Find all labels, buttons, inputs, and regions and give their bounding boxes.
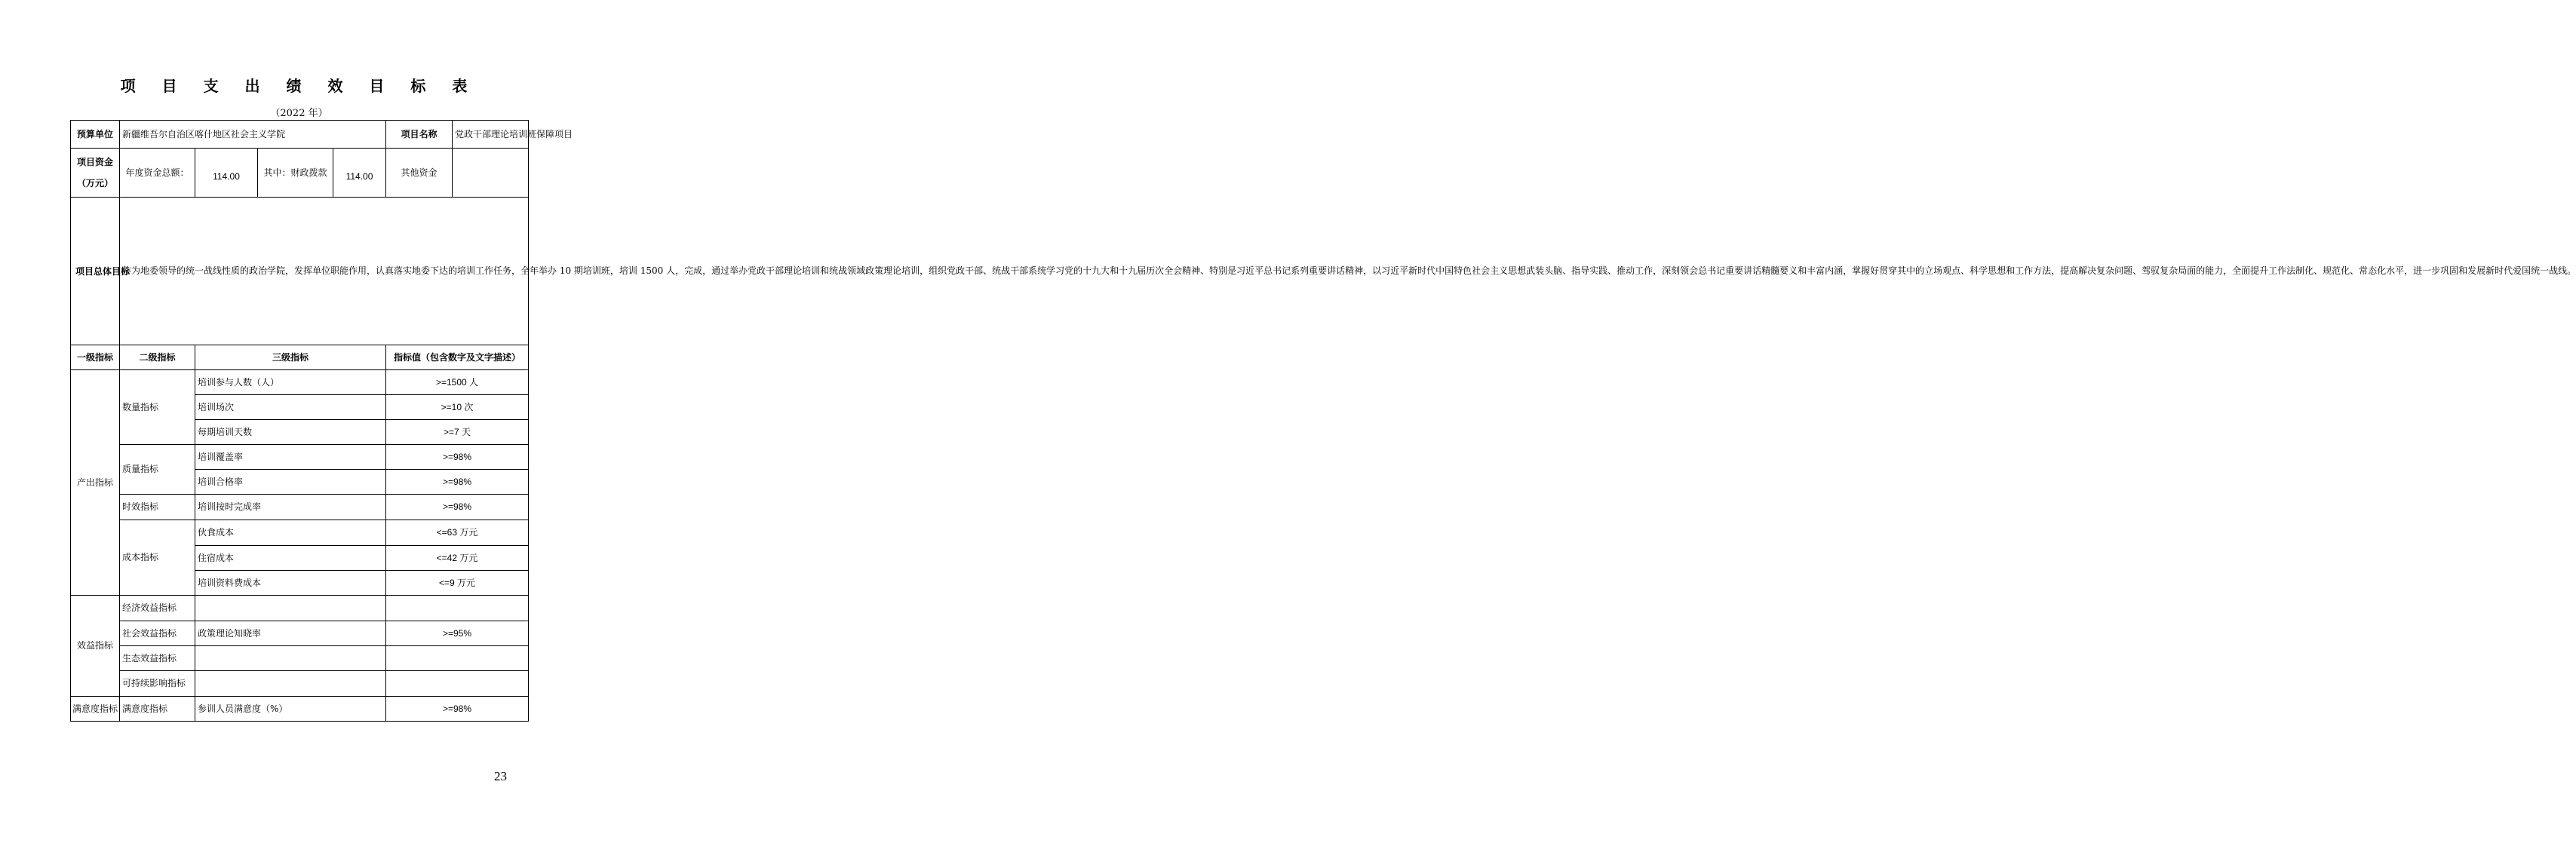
funds-row xyxy=(71,149,529,198)
quantity-indicator-label: 数量指标 xyxy=(120,370,195,445)
level3-name xyxy=(195,596,386,621)
indicator-value: >=1500 人 xyxy=(386,370,529,395)
fiscal-allocation-label: 其中：财政拨款 xyxy=(258,149,333,198)
output-indicator-label: 产出指标 xyxy=(71,370,120,596)
indicator-value xyxy=(386,671,529,697)
level3-name: 培训按时完成率 xyxy=(195,495,386,520)
benefit-indicator-label: 效益指标 xyxy=(71,596,120,697)
satisfaction-indicator-label: 满意度指标 xyxy=(71,697,120,722)
satisfaction-level2: 满意度指标 xyxy=(120,697,195,722)
indicator-header-row xyxy=(71,345,529,370)
header-info-row xyxy=(71,121,529,149)
table-row xyxy=(71,596,529,621)
level3-name: 参训人员满意度（%） xyxy=(195,697,386,722)
benefit-level2: 可持续影响指标 xyxy=(120,671,195,697)
level3-name xyxy=(195,671,386,697)
indicator-value: <=63 万元 xyxy=(386,520,529,546)
overall-goal-text: 作为地委领导的统一战线性质的政治学院，发挥单位职能作用，认真落实地委下达的培训工作任务，全年举办 10 期培训班，培训 1500 人，完成，通过举办党政干部理论培训和统战领域政策理论培训，组织党政干部、统战干部系统学习党的十九大和十九届历次全会精神、特别是习近平总书记系列重要讲话精神，以习近平新时代中国特色社会主义思想武装头脑、指导实践、推动工作，深刻领会总书记重要讲话精髓要义和丰富内涵，掌握好贯穿其中的立场观点、科学思想和工作方法，提高解决复杂问题、驾驭复杂局面的能力，全面提升工作法制化、规范化、常态化水平，进一步巩固和发展新时代爱国统一战线。 xyxy=(120,198,529,345)
fiscal-allocation-value: 114.00 xyxy=(333,149,386,198)
year-subtitle: （2022 年） xyxy=(270,108,328,119)
overall-goal-label: 项目总体目标 xyxy=(71,198,120,345)
indicator-value: >=98% xyxy=(386,470,529,495)
cost-indicator-label: 成本指标 xyxy=(120,520,195,596)
indicator-value: >=10 次 xyxy=(386,395,529,420)
table-row xyxy=(71,495,529,520)
funds-label-line2: （万元） xyxy=(76,178,113,189)
page-number: 23 xyxy=(494,769,507,783)
indicator-value: >=98% xyxy=(386,495,529,520)
table-row xyxy=(71,697,529,722)
level3-name: 培训合格率 xyxy=(195,470,386,495)
other-funds-value xyxy=(453,149,529,198)
timeliness-indicator-label: 时效指标 xyxy=(120,495,195,520)
level3-name: 培训资料费成本 xyxy=(195,571,386,596)
level3-name xyxy=(195,646,386,671)
value-header: 指标值（包含数字及文字描述） xyxy=(386,345,529,370)
page-title: 项 目 支 出 绩 效 目 标 表 xyxy=(120,77,478,95)
level3-name: 住宿成本 xyxy=(195,546,386,571)
level3-name: 培训场次 xyxy=(195,395,386,420)
indicator-value xyxy=(386,646,529,671)
table-row xyxy=(71,646,529,671)
budget-unit-value: 新疆维吾尔自治区喀什地区社会主义学院 xyxy=(120,121,386,149)
other-funds-label: 其他资金 xyxy=(386,149,453,198)
level3-name: 培训覆盖率 xyxy=(195,445,386,470)
level2-header: 二级指标 xyxy=(120,345,195,370)
indicator-value: >=7 天 xyxy=(386,420,529,445)
indicator-value: <=42 万元 xyxy=(386,546,529,571)
budget-unit-label: 预算单位 xyxy=(71,121,120,149)
level3-name: 政策理论知晓率 xyxy=(195,621,386,646)
table-row xyxy=(71,621,529,646)
level3-name: 培训参与人数（人） xyxy=(195,370,386,395)
annual-total-value: 114.00 xyxy=(195,149,258,198)
indicator-value: >=98% xyxy=(386,697,529,722)
overall-goal-row xyxy=(71,198,529,345)
indicator-value: >=95% xyxy=(386,621,529,646)
level1-header: 一级指标 xyxy=(71,345,120,370)
performance-target-table xyxy=(70,120,2576,722)
level3-name: 伙食成本 xyxy=(195,520,386,546)
funds-label-line1: 项目资金 xyxy=(76,157,113,167)
indicator-value: <=9 万元 xyxy=(386,571,529,596)
table-row xyxy=(71,445,529,470)
project-name-label: 项目名称 xyxy=(386,121,453,149)
table-row xyxy=(71,370,529,395)
project-name-value: 党政干部理论培训班保障项目 xyxy=(453,121,529,149)
annual-total-label: 年度资金总额： xyxy=(120,149,195,198)
table-row xyxy=(71,671,529,697)
benefit-level2: 经济效益指标 xyxy=(120,596,195,621)
benefit-level2: 生态效益指标 xyxy=(120,646,195,671)
quality-indicator-label: 质量指标 xyxy=(120,445,195,495)
benefit-level2: 社会效益指标 xyxy=(120,621,195,646)
indicator-value: >=98% xyxy=(386,445,529,470)
level3-name: 每期培训天数 xyxy=(195,420,386,445)
table-row xyxy=(71,520,529,546)
indicator-value xyxy=(386,596,529,621)
funds-label xyxy=(71,149,120,198)
level3-header: 三级指标 xyxy=(195,345,386,370)
